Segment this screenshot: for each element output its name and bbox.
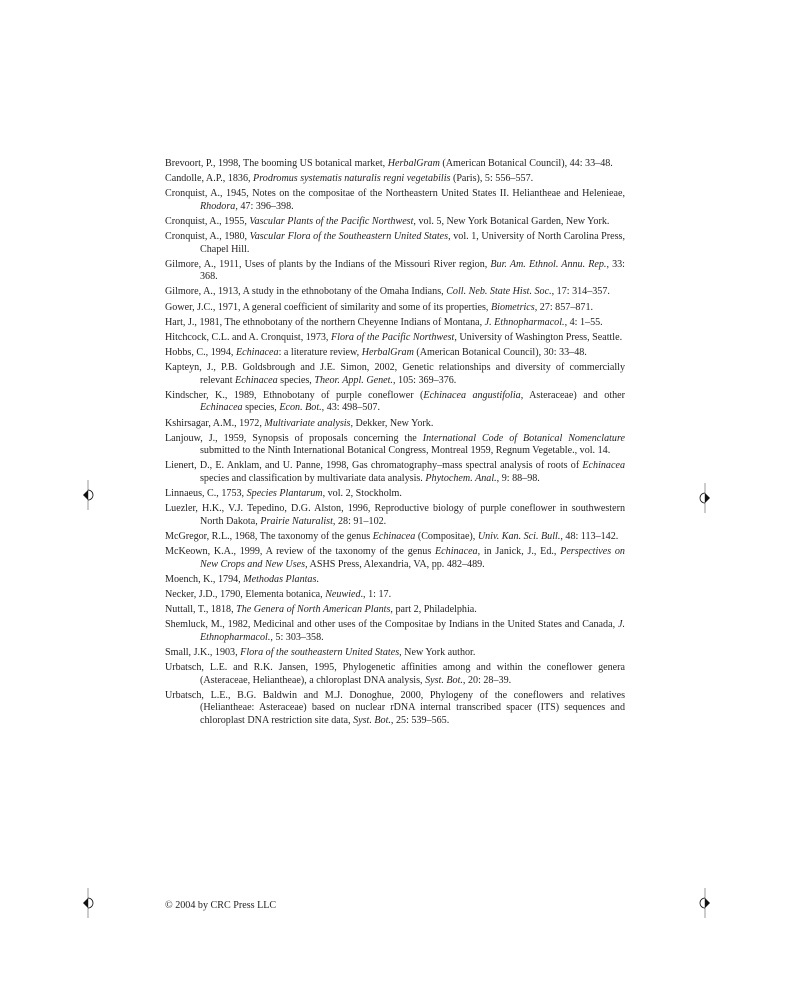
reference-text: , 33: 368.: [200, 258, 625, 283]
reference-text: Urbatsch, L.E. and R.K. Jansen, 1995, Phylogenetic affinities among and within the coneflower genera (Asteraceae, Heliantheae), a chloroplast DNA analysis,: [165, 662, 625, 686]
reference-text: Gilmore, A., 1911, Uses of plants by the Indians of the Missouri River region,: [165, 258, 491, 270]
reference-text: Shemluck, M., 1982, Medicinal and other uses of the Compositae by Indians in the United States and Canada,: [165, 619, 618, 631]
reference-list: [165, 158, 625, 730]
reference-italic-text: Theor. Appl. Genet.: [314, 374, 393, 386]
reference-text: submitted to the Ninth International Botanical Congress, Montreal 1959, Regnum Vegetable., vol. 14.: [200, 445, 611, 457]
crop-mark-icon: [699, 483, 711, 513]
reference-italic-text: Methodas Plantas: [243, 573, 317, 585]
reference-entry: [165, 488, 625, 500]
reference-entry: [165, 317, 625, 329]
reference-italic-text: J. Ethnopharmacol.: [200, 619, 625, 643]
reference-italic-text: Echinacea: [435, 546, 478, 558]
reference-italic-text: HerbalGram: [387, 158, 440, 169]
reference-entry: [165, 302, 625, 314]
reference-entry: [165, 503, 625, 528]
reference-italic-text: International Code of Botanical Nomenclature: [422, 432, 625, 444]
reference-italic-text: HerbalGram: [361, 347, 414, 359]
reference-text: , 20: 28–39.: [462, 674, 512, 686]
reference-italic-text: Flora of the southeastern United States: [240, 646, 400, 658]
reference-text: Moench, K., 1794,: [165, 573, 244, 585]
reference-italic-text: Flora of the Pacific Northwest: [330, 332, 455, 344]
reference-entry: [165, 433, 625, 458]
reference-italic-text: Echinacea: [235, 374, 278, 386]
reference-text: Kshirsagar, A.M., 1972,: [165, 417, 265, 429]
reference-text: Luezler, H.K., V.J. Tepedino, D.G. Alston, 1996, Reproductive biology of purple coneflower in southwestern North Dakota,: [165, 503, 625, 527]
reference-entry: [165, 259, 625, 284]
reference-text: Hobbs, C., 1994,: [165, 347, 236, 359]
reference-text: Kindscher, K., 1989, Ethnobotany of purple coneflower (: [165, 390, 424, 402]
reference-italic-text: Phytochem. Anal.: [425, 472, 497, 484]
reference-text: , vol. 1, University of North Carolina Press, Chapel Hill.: [200, 231, 626, 255]
reference-entry: [165, 589, 625, 601]
reference-text: (Paris), 5: 556–557.: [450, 173, 534, 185]
reference-text: Gower, J.C., 1971, A general coefficient of similarity and some of its properties,: [165, 301, 491, 313]
reference-text: , University of Washington Press, Seattle.: [454, 332, 623, 344]
reference-text: , vol. 5, New York Botanical Garden, New York.: [413, 216, 610, 228]
reference-italic-text: Multivariate analysis: [264, 417, 351, 429]
reference-italic-text: Echinacea angustifolia: [423, 390, 521, 402]
crop-mark-icon: [82, 888, 94, 918]
reference-italic-text: Bur. Am. Ethnol. Annu. Rep.: [490, 258, 607, 270]
reference-text: McKeown, K.A., 1999, A review of the taxonomy of the genus: [165, 546, 435, 558]
reference-entry: [165, 286, 625, 298]
reference-italic-text: Perspectives on New Crops and New Uses: [200, 546, 625, 570]
reference-italic-text: Econ. Bot.: [279, 402, 322, 414]
reference-entry: [165, 347, 625, 359]
reference-entry: [165, 546, 625, 571]
reference-text: (American Botanical Council), 44: 33–48.: [439, 158, 613, 169]
crop-mark-icon: [82, 480, 94, 510]
reference-entry: [165, 690, 625, 727]
reference-text: , 9: 88–98.: [496, 472, 540, 484]
reference-italic-text: Syst. Bot.: [353, 714, 391, 726]
reference-italic-text: Species Plantarum: [246, 488, 323, 500]
reference-text: , 5: 303–358.: [270, 631, 324, 643]
reference-text: Hitchcock, C.L. and A. Cronquist, 1973,: [165, 332, 331, 344]
reference-entry: [165, 604, 625, 616]
reference-entry: [165, 231, 625, 256]
reference-entry: [165, 619, 625, 644]
reference-text: , 47: 396–398.: [235, 200, 294, 212]
reference-text: Cronquist, A., 1945, Notes on the compositae of the Northeastern United States II. Heliantheae and Helenieae,: [165, 188, 625, 200]
reference-entry: [165, 574, 625, 586]
reference-text: , vol. 2, Stockholm.: [322, 488, 402, 500]
reference-text: , 105: 369–376.: [392, 374, 457, 386]
reference-text: , 27: 857–871.: [534, 301, 594, 313]
reference-text: , part 2, Philadelphia.: [390, 604, 477, 616]
reference-entry: [165, 647, 625, 659]
reference-text: , Dekker, New York.: [350, 417, 434, 429]
reference-italic-text: Syst. Bot.: [425, 674, 463, 686]
reference-text: Urbatsch, L.E., B.G. Baldwin and M.J. Donoghue, 2000, Phylogeny of the coneflowers and relatives (Heliantheae: Asteraceae) based on nuclear rDNA internal transcribed spacer (ITS) sequences and chloroplast DNA restriction site data,: [165, 689, 625, 726]
reference-text: (American Botanical Council), 30: 33–48.: [413, 347, 587, 359]
reference-italic-text: The Genera of North American Plants: [236, 604, 391, 616]
reference-italic-text: J. Ethnopharmacol.: [484, 316, 565, 328]
reference-text: Necker, J.D., 1790, Elementa botanica,: [165, 588, 326, 600]
reference-text: Cronquist, A., 1955,: [165, 216, 250, 228]
reference-italic-text: Rhodora: [200, 200, 236, 212]
reference-italic-text: Prairie Naturalist: [260, 515, 333, 527]
reference-entry: [165, 531, 625, 543]
reference-text: Brevoort, P., 1998, The booming US botanical market,: [165, 158, 388, 169]
reference-italic-text: Prodromus systematis naturalis regni vegetabilis: [253, 173, 451, 185]
reference-text: McGregor, R.L., 1968, The taxonomy of the genus: [165, 530, 373, 542]
reference-italic-text: Vascular Flora of the Southeastern United States: [249, 231, 449, 243]
reference-text: Lanjouw, J., 1959, Synopsis of proposals concerning the: [165, 432, 423, 444]
reference-text: , 43: 498–507.: [321, 402, 380, 414]
reference-text: , Asteraceae) and other: [520, 390, 625, 402]
reference-entry: [165, 362, 625, 387]
reference-text: , 25: 539–565.: [390, 714, 450, 726]
reference-entry: [165, 188, 625, 213]
reference-text: species and classification by multivariate data analysis.: [200, 472, 426, 484]
reference-text: , 4: 1–55.: [564, 316, 603, 328]
reference-text: , in Janick, J., Ed.,: [477, 546, 561, 558]
reference-italic-text: Echinacea: [200, 402, 243, 414]
reference-italic-text: Echinacea: [235, 347, 279, 359]
reference-text: , 17: 314–357.: [551, 286, 610, 298]
reference-text: species,: [277, 374, 315, 386]
reference-italic-text: Biometrics: [490, 301, 535, 313]
reference-entry: [165, 390, 625, 415]
reference-text: : a literature review,: [278, 347, 362, 359]
reference-entry: [165, 158, 625, 170]
reference-entry: [165, 460, 625, 485]
reference-entry: [165, 662, 625, 687]
reference-italic-text: Echinacea: [372, 530, 416, 542]
reference-text: Linnaeus, C., 1753,: [165, 488, 247, 500]
copyright-notice: © 2004 by CRC Press LLC: [165, 900, 277, 911]
reference-entry: [165, 418, 625, 430]
reference-text: Kapteyn, J., P.B. Goldsbrough and J.E. Simon, 2002, Genetic relationships and diversity of commercially relevant: [165, 362, 625, 386]
reference-text: Cronquist, A., 1980,: [165, 231, 250, 243]
reference-italic-text: Vascular Plants of the Pacific Northwest: [249, 216, 414, 228]
reference-text: (Compositae),: [415, 530, 478, 542]
reference-text: Gilmore, A., 1913, A study in the ethnobotany of the Omaha Indians,: [165, 286, 447, 298]
reference-entry: [165, 332, 625, 344]
reference-text: , 28: 91–102.: [332, 515, 387, 527]
reference-italic-text: Neuwied: [325, 588, 361, 600]
reference-text: , 48: 113–142.: [560, 530, 619, 542]
reference-text: , New York author.: [399, 646, 476, 658]
reference-text: species,: [242, 402, 280, 414]
reference-text: Hart, J., 1981, The ethnobotany of the northern Cheyenne Indians of Montana,: [165, 316, 485, 328]
reference-text: Candolle, A.P., 1836,: [165, 173, 254, 185]
reference-text: ., 1: 17.: [360, 588, 392, 600]
reference-text: , ASHS Press, Alexandria, VA, pp. 482–489.: [305, 558, 485, 570]
reference-italic-text: Univ. Kan. Sci. Bull.: [477, 530, 561, 542]
reference-italic-text: Echinacea: [582, 460, 625, 472]
reference-text: Nuttall, T., 1818,: [165, 604, 237, 616]
reference-text: .: [316, 573, 319, 585]
reference-text: Small, J.K., 1903,: [165, 646, 241, 658]
crop-mark-icon: [699, 888, 711, 918]
reference-entry: [165, 216, 625, 228]
reference-italic-text: Coll. Neb. State Hist. Soc.: [446, 286, 552, 298]
reference-text: Lienert, D., E. Anklam, and U. Panne, 1998, Gas chromatography–mass spectral analysis of roots of: [165, 460, 583, 472]
reference-entry: [165, 173, 625, 185]
